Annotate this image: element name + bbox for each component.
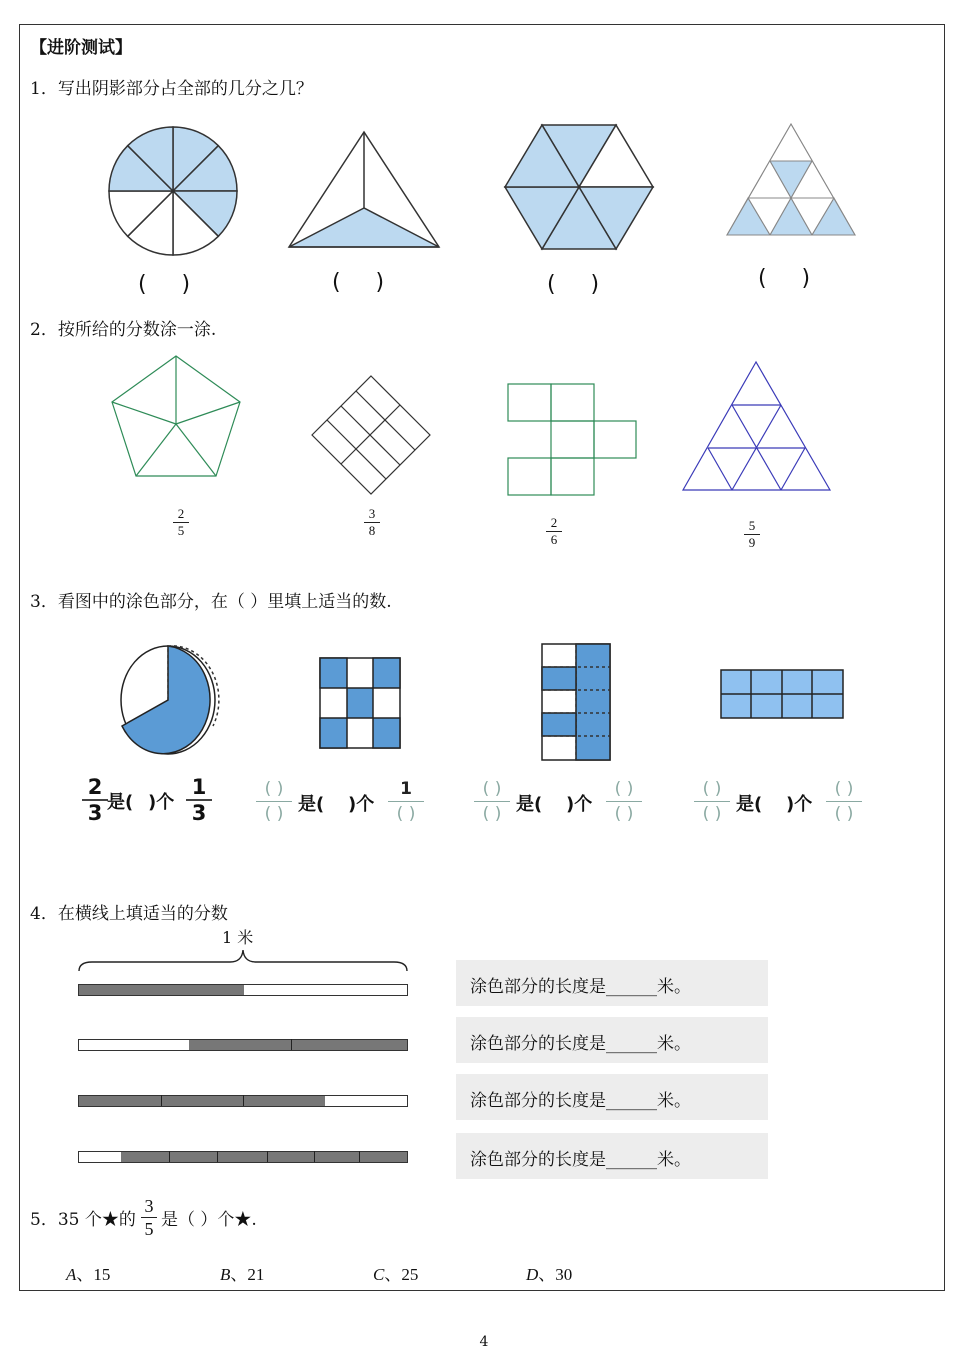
q3-expression-1: 2 3 是( )个 1 3 xyxy=(82,776,232,826)
option-c[interactable]: C、25 xyxy=(373,1265,419,1284)
q4-text: 4．在横线上填适当的分数 xyxy=(30,904,228,924)
q3-oval xyxy=(121,646,219,754)
section-title: 【进阶测试】 xyxy=(30,38,132,58)
answer-box-1[interactable]: 涂色部分的长度是______米。 xyxy=(456,960,768,1006)
option-b[interactable]: B、21 xyxy=(220,1265,265,1284)
answer-box-4[interactable]: 涂色部分的长度是______米。 xyxy=(456,1133,768,1179)
q1-text: 1．写出阴影部分占全部的几分之几？ xyxy=(30,79,313,99)
q5-text-pre: 5．35 个★的 xyxy=(30,1210,136,1230)
answer-box-2[interactable]: 涂色部分的长度是______米。 xyxy=(456,1017,768,1063)
q5-fraction: 3 5 xyxy=(141,1196,157,1239)
q1-blank-4[interactable]: ( ) xyxy=(758,266,811,291)
bar-4 xyxy=(78,1151,408,1163)
q3-blue-grid xyxy=(721,670,843,718)
q2-text: 2．按所给的分数涂一涂. xyxy=(30,320,217,340)
q2-diamond-grid xyxy=(312,376,430,494)
q1-blank-1[interactable]: ( ) xyxy=(138,272,191,297)
q2-fraction-2: 3 8 xyxy=(364,507,380,538)
q1-blank-3[interactable]: ( ) xyxy=(547,272,600,297)
option-a[interactable]: A、15 xyxy=(66,1265,111,1284)
q1-figures xyxy=(0,0,968,300)
q3-column-grid xyxy=(542,644,610,760)
page-number: 4 xyxy=(479,1334,489,1350)
q1-nine-triangles xyxy=(727,124,855,235)
q3-figures xyxy=(0,630,968,770)
q1-hexagon xyxy=(505,125,653,249)
q5-text-post: 是（ ）个★. xyxy=(161,1210,257,1230)
answer-box-3[interactable]: 涂色部分的长度是______米。 xyxy=(456,1074,768,1120)
bar-1 xyxy=(78,984,408,996)
q2-fraction-1: 2 5 xyxy=(173,507,189,538)
q2-triangle-grid xyxy=(683,362,830,490)
q1-circle xyxy=(109,127,237,255)
q2-fraction-3: 2 6 xyxy=(546,516,562,547)
q3-text: 3．看图中的涂色部分，在（ ）里填上适当的数. xyxy=(30,592,392,612)
q3-checker xyxy=(320,658,400,748)
q3-expression-2[interactable]: ( ) ( ) 是( )个 1 ( ) xyxy=(256,778,436,828)
q3-expression-4[interactable]: ( ) ( ) 是( )个 ( ) ( ) xyxy=(694,778,874,828)
q1-blank-2[interactable]: ( ) xyxy=(332,270,385,295)
one-meter-label: 1 米 xyxy=(222,928,254,947)
bar-2 xyxy=(78,1039,408,1051)
q3-expression-3[interactable]: ( ) ( ) 是( )个 ( ) ( ) xyxy=(474,778,654,828)
bar-3 xyxy=(78,1095,408,1107)
q1-triangle xyxy=(289,132,439,247)
q2-cross-shape xyxy=(508,384,636,495)
q2-pentagon xyxy=(112,356,240,476)
option-d[interactable]: D、30 xyxy=(526,1265,573,1284)
q2-figures xyxy=(0,340,968,510)
q2-fraction-4: 5 9 xyxy=(744,519,760,550)
